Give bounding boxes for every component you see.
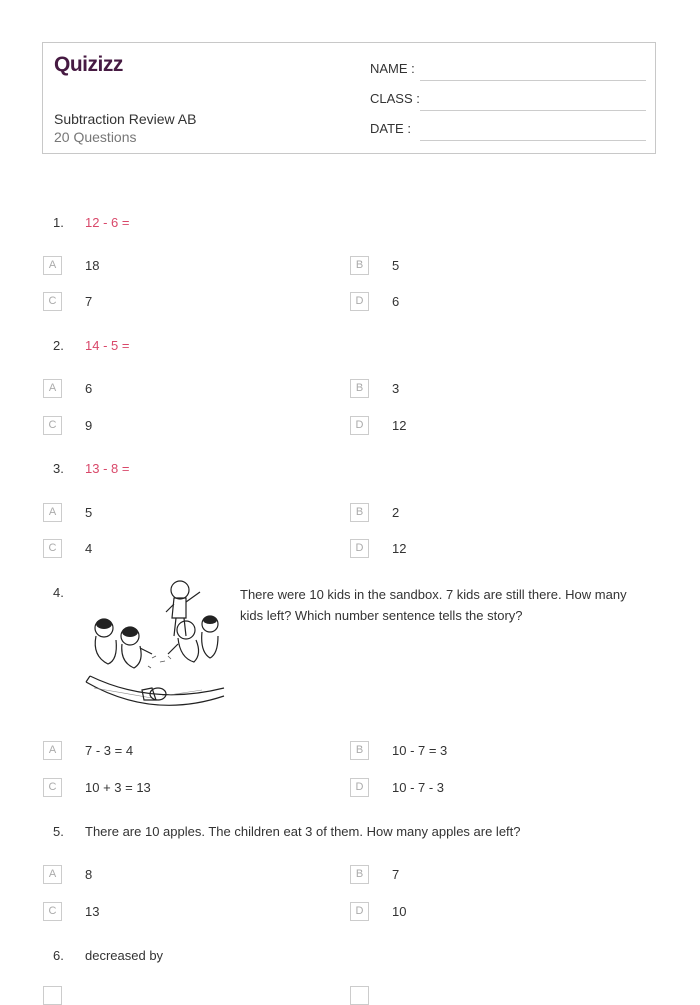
question-text: 14 - 5 = [85,338,130,353]
question-number: 2. [53,338,64,353]
date-line [420,140,646,141]
worksheet-title: Subtraction Review AB [54,111,197,127]
option-text[interactable]: 10 [392,904,407,919]
option-text[interactable]: 9 [85,418,93,433]
worksheet-header [42,42,656,154]
option-text[interactable]: 10 - 7 = 3 [392,743,448,758]
question-count: 20 Questions [54,129,137,145]
option-text[interactable]: 5 [392,258,400,273]
class-label: CLASS : [370,91,420,106]
question-number: 4. [53,585,64,600]
option-text[interactable]: 12 [392,418,407,433]
sandbox-kids-illustration [82,578,228,720]
option-text[interactable]: 5 [85,505,93,520]
option-letter[interactable]: D [350,902,369,921]
date-field[interactable] [370,121,646,141]
option-text[interactable]: 8 [85,867,93,882]
option-text[interactable]: 10 + 3 = 13 [85,780,151,795]
option-letter[interactable]: D [350,416,369,435]
option-letter[interactable]: B [350,379,369,398]
option-letter[interactable]: B [350,503,369,522]
date-label: DATE : [370,121,411,136]
option-text[interactable]: 6 [392,294,400,309]
option-letter[interactable]: A [43,741,62,760]
option-letter[interactable]: D [350,292,369,311]
option-letter[interactable]: B [350,741,369,760]
option-letter[interactable]: B [350,865,369,884]
option-letter[interactable]: C [43,902,62,921]
question-number: 5. [53,824,64,839]
class-line [420,110,646,111]
question-number: 6. [53,948,64,963]
option-letter[interactable]: A [43,865,62,884]
question-number: 3. [53,461,64,476]
class-field[interactable] [370,91,646,111]
option-text[interactable]: 7 [85,294,93,309]
quizizz-logo: Quizizz [54,53,123,76]
option-letter[interactable]: C [43,778,62,797]
option-letter-partial[interactable] [43,986,62,1005]
option-letter[interactable]: A [43,256,62,275]
option-letter[interactable]: C [43,539,62,558]
option-text[interactable]: 3 [392,381,400,396]
name-line [420,80,646,81]
option-text[interactable]: 12 [392,541,407,556]
question-text: 12 - 6 = [85,215,130,230]
option-letter[interactable]: D [350,539,369,558]
name-label: NAME : [370,61,415,76]
option-letter-partial[interactable] [350,986,369,1005]
option-text[interactable]: 2 [392,505,400,520]
option-letter[interactable]: C [43,292,62,311]
option-text[interactable]: 7 - 3 = 4 [85,743,134,758]
option-letter[interactable]: A [43,379,62,398]
question-text: There are 10 apples. The children eat 3 of them. How many apples are left? [85,824,521,839]
option-letter[interactable]: C [43,416,62,435]
option-text[interactable]: 7 [392,867,400,882]
option-text[interactable]: 18 [85,258,100,273]
option-letter[interactable]: B [350,256,369,275]
question-text: There were 10 kids in the sandbox. 7 kids are still there. How many kids left? Which number sentence tells the story? [240,587,627,623]
option-text[interactable]: 4 [85,541,93,556]
question-text: 13 - 8 = [85,461,130,476]
question-text: decreased by [85,948,164,963]
question-number: 1. [53,215,64,230]
option-text[interactable]: 13 [85,904,100,919]
option-letter[interactable]: A [43,503,62,522]
option-text[interactable]: 6 [85,381,93,396]
name-field[interactable] [370,61,646,81]
option-letter[interactable]: D [350,778,369,797]
option-text[interactable]: 10 - 7 - 3 [392,780,445,795]
